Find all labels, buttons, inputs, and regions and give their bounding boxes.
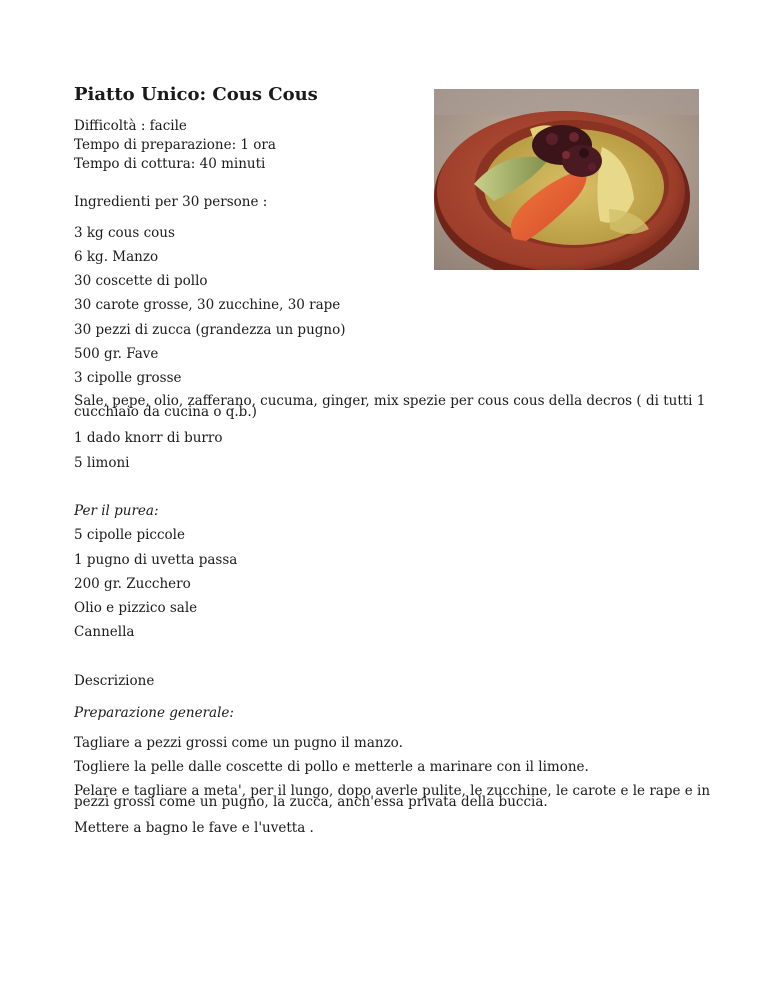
step-text: Mettere a bagno le fave e l'uvetta . [74, 820, 314, 836]
ingredient-item: 6 kg. Manzo [74, 249, 159, 265]
ingredient-item: 3 kg cous cous [74, 225, 175, 241]
ingredient-item: 3 cipolle grosse [74, 370, 182, 386]
difficulty-text: Difficoltà : facile [74, 118, 187, 134]
preparation-header: Preparazione generale: [74, 705, 234, 721]
puree-item: 200 gr. Zucchero [74, 576, 191, 592]
step-text: Togliere la pelle dalle coscette di pollo e metterle a marinare con il limone. [74, 759, 589, 775]
couscous-tajine-image [434, 89, 699, 270]
puree-item: Olio e pizzico sale [74, 600, 198, 616]
couscous-photo [434, 89, 699, 270]
puree-header: Per il purea: [74, 503, 159, 519]
puree-item: 5 cipolle piccole [74, 527, 185, 543]
ingredient-item: 1 dado knorr di burro [74, 430, 223, 446]
step-text: Pelare e tagliare a meta', per il lungo, dopo averle pulite, le zucchine, le carote e le rape e in pezzi grossi come un pugno, la zucca, anch'essa privata della buccia. [74, 783, 711, 810]
ingredient-item: 30 pezzi di zucca (grandezza un pugno) [74, 322, 346, 338]
ingredient-item: 30 carote grosse, 30 zucchine, 30 rape [74, 297, 341, 313]
cook-time-text: Tempo di cottura: 40 minuti [74, 156, 266, 172]
description-header: Descrizione [74, 673, 155, 689]
puree-item: Cannella [74, 624, 135, 640]
ingredient-item: 5 limoni [74, 455, 130, 471]
prep-time-text: Tempo di preparazione: 1 ora [74, 137, 276, 153]
ingredient-item: Sale, pepe, olio, zafferano, cucuma, ginger, mix spezie per cous cous della decros ( di tutti 1 cucchiaio da cucina o q.b.) [74, 393, 706, 420]
ingredients-header: Ingredienti per 30 persone : [74, 194, 268, 210]
page-title: Piatto Unico: Cous Cous [74, 84, 318, 105]
puree-item: 1 pugno di uvetta passa [74, 552, 238, 568]
step-text: Tagliare a pezzi grossi come un pugno il manzo. [74, 735, 403, 751]
ingredient-item: 30 coscette di pollo [74, 273, 208, 289]
ingredient-item: 500 gr. Fave [74, 346, 159, 362]
